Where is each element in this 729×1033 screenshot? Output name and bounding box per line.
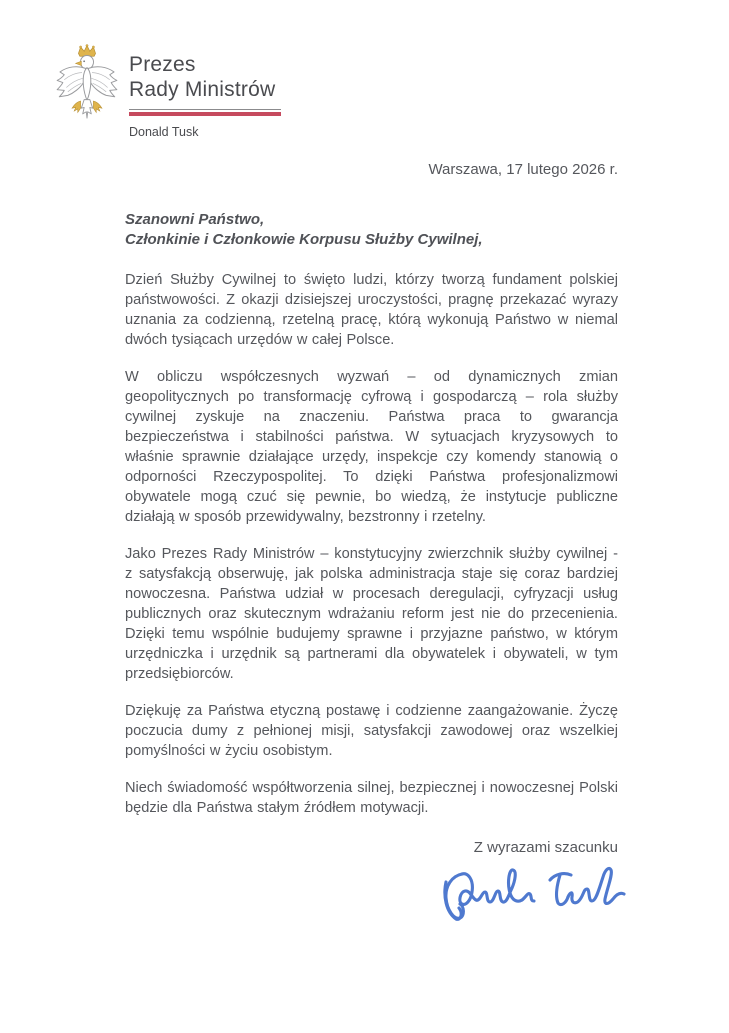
official-name: Donald Tusk	[129, 125, 199, 139]
polish-eagle-emblem	[55, 44, 119, 124]
paragraph-3: Jako Prezes Rady Ministrów – konstytucyjny zwierzchnik służby cywilnej - z satysfakcją obserwuję, jak polska administracja staje się coraz bardziej nowoczesna. Państwa udział w procesach deregulacji, cyfryzacji usług publicznych oraz skutecznym wdrażaniu reform jest nie do przecenienia. Dzięki temu wspólnie budujemy sprawne i przyjazne państwo, w którym urzędniczka i urzędnik są partnerami dla obywatelek i obywateli, w tym przedsiębiorców.	[125, 546, 618, 682]
paragraph-4: Dziękuję za Państwa etyczną postawę i codzienne zaangażowanie. Życzę poczucia dumy z pełnionej misji, satysfakcji zawodowej oraz wszelkiej pomyślności w życiu osobistym.	[125, 703, 618, 759]
office-title-line1: Prezes	[129, 53, 196, 76]
gray-rule	[129, 109, 281, 110]
letter-body	[125, 210, 618, 856]
salutation-line1: Szanowni Państwo,	[125, 211, 265, 228]
paragraph-5: Niech świadomość współtworzenia silnej, bezpiecznej i nowoczesnej Polski będzie dla Państwa stałym źródłem motywacji.	[125, 780, 618, 816]
letterhead	[55, 44, 281, 139]
paragraph-2: W obliczu współczesnych wyzwań – od dynamicznych zmian geopolitycznych po transformację cyfrową i gospodarczą – rola służby cywilnej zyskuje na znaczeniu. Państwa praca to gwarancja bezpieczeństwa i stabilności państwa. W sytuacjach kryzysowych to właśnie sprawnie działające urzędy, inspekcje czy komendy stanowią o odporności Rzeczypospolitej. To dzięki Państwa profesjonalizmowi obywatele mogą czuć się pewnie, bo wiedzą, że instytucje publiczne działają w sposób przewidywalny, bezstronny i rzetelny.	[125, 369, 618, 525]
office-title-line2: Rady Ministrów	[129, 78, 276, 101]
place-and-date: Warszawa, 17 lutego 2026 r.	[428, 161, 618, 178]
salutation-line2: Członkinie i Członkowie Korpusu Służby Cywilnej,	[125, 231, 483, 248]
paragraph-1: Dzień Służby Cywilnej to święto ludzi, którzy tworzą fundament polskiej państwowości. Z okazji dzisiejszej uroczystości, pragnę przekazać wyrazy uznania za codzienną, rzetelną pracę, którą wykonują Państwo w niemal dwóch tysiącach urzędów w całej Polsce.	[125, 272, 618, 348]
signature-donald-tusk	[438, 858, 638, 948]
letterhead-rules	[129, 109, 281, 116]
red-accent-rule	[129, 112, 281, 116]
closing-phrase: Z wyrazami szacunku	[473, 839, 618, 856]
signature-ink	[438, 858, 638, 948]
salutation	[125, 210, 618, 250]
